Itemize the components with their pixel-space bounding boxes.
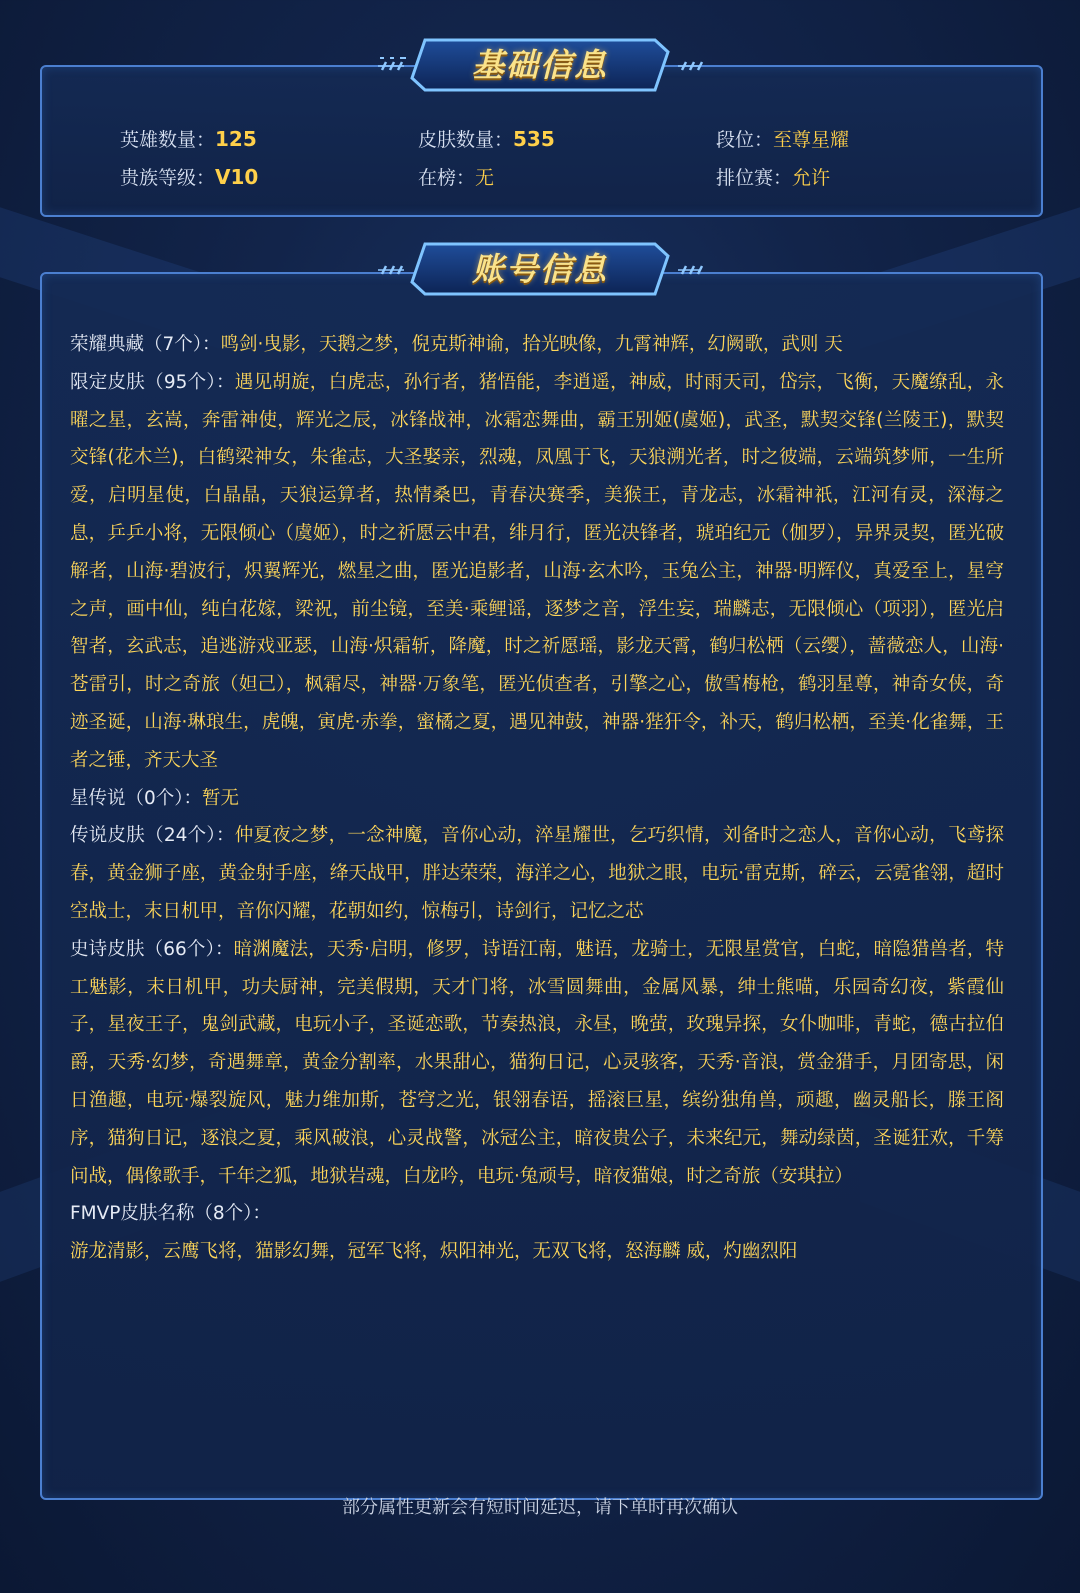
category-label: 荣耀典藏（7个）： bbox=[70, 334, 221, 355]
account-info-panel bbox=[40, 272, 1043, 1500]
skin-count bbox=[418, 125, 555, 152]
category-items: 仲夏夜之梦，一念神魔，音你心动，淬星耀世，乞巧织情，刘备时之恋人，音你心动，飞鸢探春，黄金狮子座，黄金射手座，绛天战甲，胖达荣荣，海洋之心，地狱之眼，电玩·雷克斯，碎云，云霓雀翎，超时空战士，末日机甲，音你闪耀，花朝如约，惊梅引，诗剑行，记忆之芯 bbox=[70, 825, 1004, 922]
category-label: FMVP皮肤名称（8个）： bbox=[70, 1203, 271, 1225]
category-fmvp bbox=[70, 1195, 1004, 1233]
noble-label: 贵族等级： bbox=[120, 167, 216, 189]
onlist-value: 无 bbox=[475, 167, 495, 189]
category-limited bbox=[70, 364, 1004, 780]
basic-info-row bbox=[120, 125, 1020, 163]
noble-value: V10 bbox=[215, 165, 259, 189]
hero-count bbox=[120, 125, 257, 152]
hero-count-value: 125 bbox=[215, 127, 257, 151]
category-items: 暗渊魔法，天秀·启明，修罗，诗语江南，魅语，龙骑士，无限星赏官，白蛇，暗隐猎兽者，特工魅影，末日机甲，功夫厨神，完美假期，天才门将，冰雪圆舞曲，金属风暴，绅士熊喵，乐园奇幻夜，紫霞仙子，星夜王子，鬼剑武藏，电玩小子，圣诞恋歌，节奏热浪，永昼，晚萤，玫瑰异探，女仆咖啡，青蛇，德古拉伯爵，天秀·幻梦，奇遇舞章，黄金分割率，水果甜心，猫狗日记，心灵骇客，天秀·音浪，赏金猎手，月团寄思，闲日渔趣，电玩·爆裂旋风，魅力维加斯，苍穹之光，银翎春语，摇滚巨星，缤纷独角兽，顽趣，幽灵船长，滕王阁序，猫狗日记，逐浪之夏，乘风破浪，心灵战警，冰冠公主，暗夜贵公子，未来纪元，舞动绿茵，圣诞狂欢，千筹问战，偶像歌手，千年之狐，地狱岩魂，白龙吟，电玩·兔顽号，暗夜猫娘，时之奇旅（安琪拉） bbox=[70, 938, 1004, 1187]
footer-notice: 部分属性更新会有短时间延迟，请下单时再次确认 bbox=[342, 1497, 738, 1518]
category-fmvp-items bbox=[70, 1233, 1004, 1271]
on-list bbox=[418, 163, 494, 190]
category-legend bbox=[70, 817, 1004, 930]
category-items: 遇见胡旋，白虎志，孙行者，猪悟能，李逍遥，神威，时雨天司，岱宗，飞衡，天魔缭乱，永曜之星，玄嵩，奔雷神使，辉光之辰，冰锋战神，冰霜恋舞曲，霸王别姬(虞姬)，武圣，默契交锋(兰陵王)，默契交锋(花木兰)，白鹤梁神女，朱雀志，大圣娶亲，烈魂，凤凰于飞，天狼溯光者，时之彼端，云端筑梦师，一生所爱，启明星使，白晶晶，天狼运算者，热情桑巴，青春决赛季，美猴王，青龙志，冰霜神祇，江河有灵，深海之息，乒乒小将，无限倾心（虞姬），时之祈愿云中君，绯月行，匿光决锋者，琥珀纪元（伽罗），异界灵契，匿光破解者，山海·碧波行，炽翼辉光，燃星之曲，匿光追影者，山海·玄木吟，玉兔公主，神器·明辉仪，真爱至上，星穹之声，画中仙，纯白花嫁，梁祝，前尘镜，至美·乘鲤谣，逐梦之音，浮生妄，瑞麟志，无限倾心（项羽），匿光启智者，玄武志，追逃游戏亚瑟，山海·炽霜斩，降魔，时之祈愿瑶，影龙天霄，鹤归松栖（云缨），蔷薇恋人，山海·苍雷引，时之奇旅（妲己），枫霜尽，神器·万象笔，匿光侦查者，引擎之心，傲雪梅枪，鹤羽星尊，神奇女侠，奇迹圣诞，山海·琳琅生，虎魄，寅虎·赤拳，蜜橘之夏，遇见神鼓，神器·狴犴令，补天，鹤归松栖，至美·化雀舞，王者之锤，齐天大圣 bbox=[70, 371, 1004, 771]
account-info-title: 账号信息 bbox=[471, 250, 608, 288]
onlist-label: 在榜： bbox=[418, 167, 476, 189]
account-content bbox=[70, 326, 1004, 1271]
category-items: 鸣剑·曳影，天鹅之梦，倪克斯神谕，拾光映像，九霄神辉，幻阙歌，武则 天 bbox=[220, 334, 843, 355]
ranked-value: 允许 bbox=[792, 167, 831, 189]
account-info-banner bbox=[370, 240, 710, 298]
rank bbox=[716, 125, 849, 152]
rank-value: 至尊星耀 bbox=[773, 129, 850, 151]
category-epic bbox=[70, 931, 1004, 1196]
category-label: 限定皮肤（95个）： bbox=[70, 371, 235, 393]
basic-info-banner bbox=[370, 36, 710, 94]
category-items: 游龙清影，云鹰飞将，猫影幻舞，冠军飞将，炽阳神光，无双飞将，怒海麟 威，灼幽烈阳 bbox=[70, 1241, 798, 1263]
category-star-legend bbox=[70, 780, 1004, 818]
category-items: 暂无 bbox=[202, 787, 240, 809]
noble-level bbox=[120, 163, 258, 190]
category-label: 星传说（0个）： bbox=[70, 787, 203, 809]
basic-info-title: 基础信息 bbox=[471, 46, 608, 84]
basic-info-grid bbox=[120, 125, 1020, 201]
category-label: 史诗皮肤（66个）： bbox=[70, 938, 234, 960]
skin-count-value: 535 bbox=[513, 127, 555, 151]
hero-count-label: 英雄数量： bbox=[120, 129, 216, 151]
ranked-label: 排位赛： bbox=[716, 167, 793, 189]
ranked-match bbox=[716, 163, 830, 190]
rank-label: 段位： bbox=[716, 129, 774, 151]
basic-info-row bbox=[120, 163, 1020, 201]
skin-count-label: 皮肤数量： bbox=[418, 129, 514, 151]
category-label: 传说皮肤（24个）： bbox=[70, 825, 235, 847]
category-glory bbox=[70, 326, 1004, 364]
